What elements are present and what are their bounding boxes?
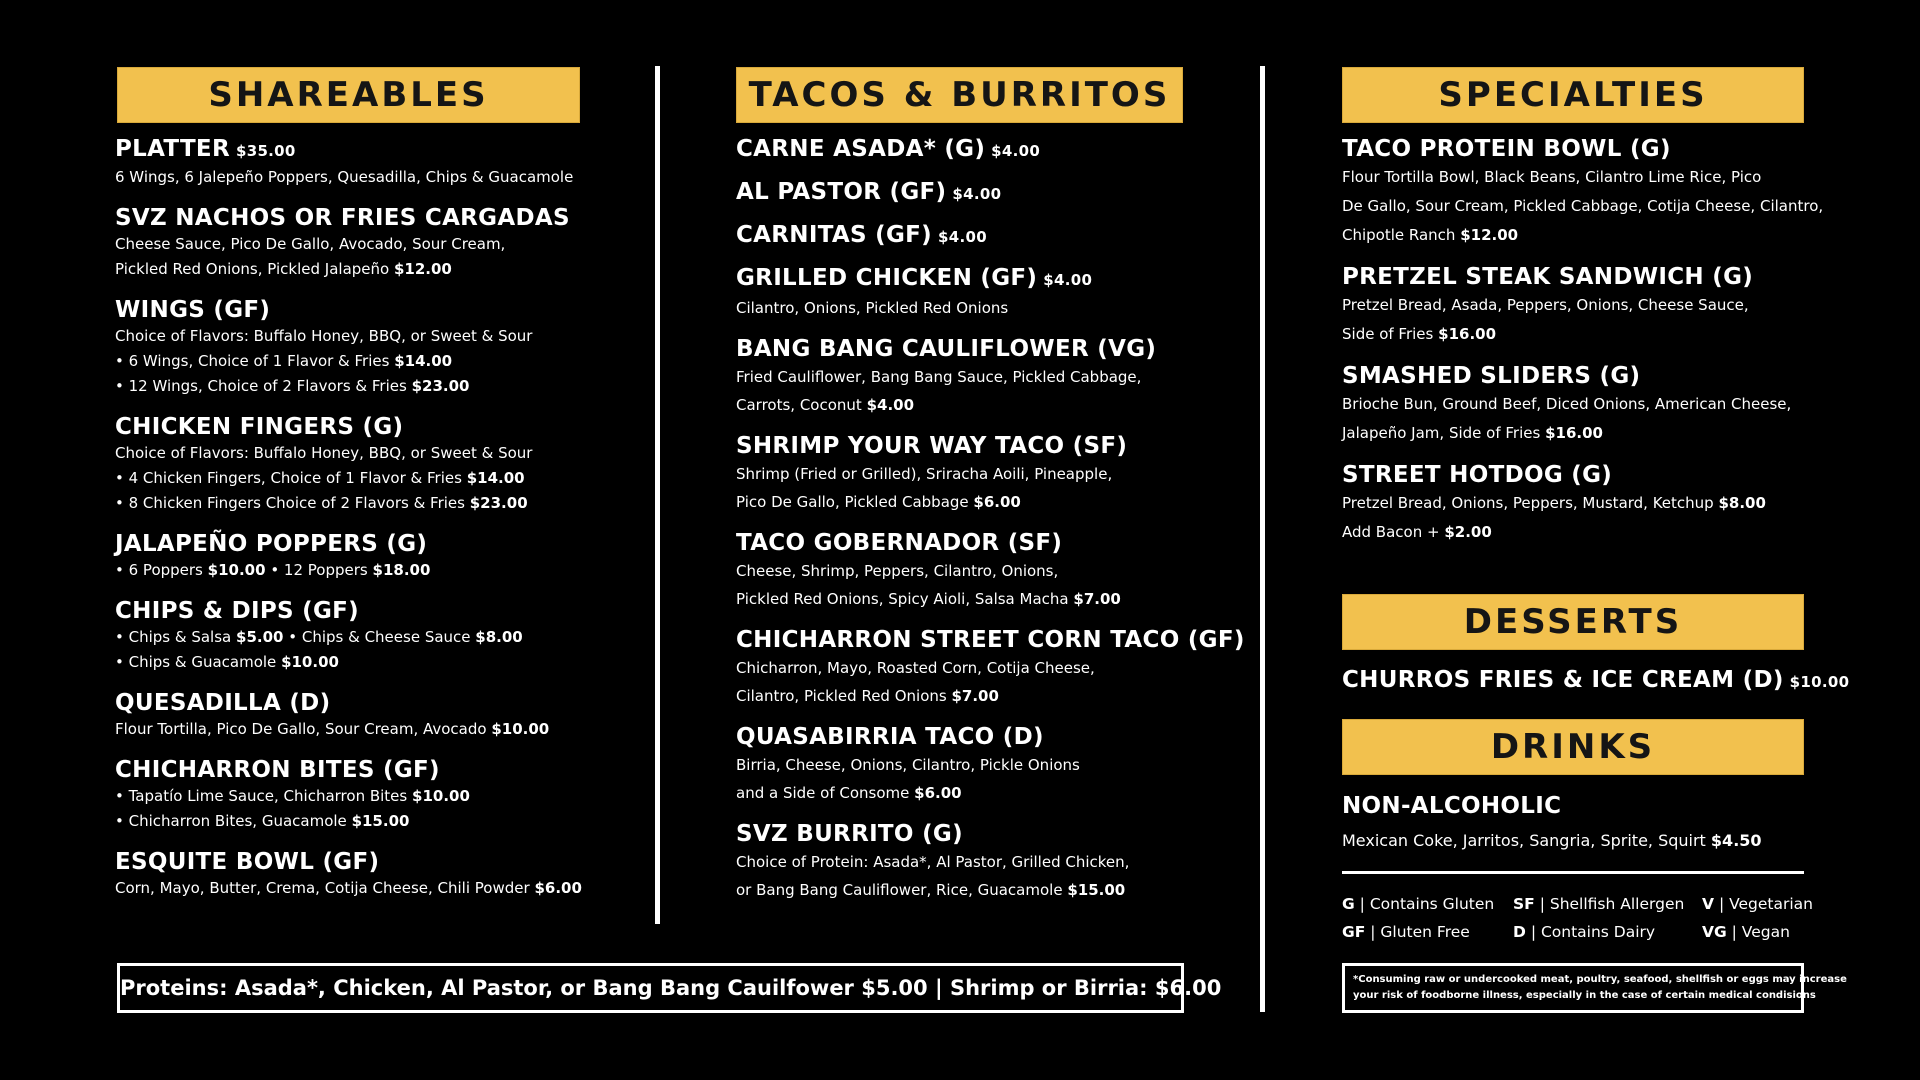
shareables-banner: SHAREABLES: [117, 67, 580, 123]
menu-item-title: GRILLED CHICKEN (GF): [736, 265, 1038, 291]
menu-item: [736, 135, 1196, 165]
description-price: $6.00: [914, 784, 962, 802]
description-text: Chipotle Ranch: [1342, 226, 1456, 244]
menu-item-description: [1342, 221, 1827, 250]
menu-item: [736, 626, 1245, 710]
menu-item-description: [115, 625, 595, 650]
description-price: $4.00: [866, 396, 915, 414]
description-text: Flour Tortilla Bowl, Black Beans, Cilantro Lime Rice, Pico: [1342, 168, 1762, 186]
legend-d-text: | Contains Dairy: [1530, 923, 1656, 941]
description-price: $5.00: [236, 628, 284, 646]
description-text: Choice of Protein: Asada*, Al Pastor, Grilled Chicken,: [736, 853, 1130, 871]
menu-item-description: [736, 848, 1196, 876]
menu-item-description: [736, 751, 1196, 779]
description-price: $8.00: [1718, 494, 1766, 512]
menu-item-description: [736, 779, 1196, 807]
menu-item: [736, 723, 1196, 807]
menu-item: [736, 820, 1196, 904]
menu-item-title: ESQUITE BOWL (GF): [115, 849, 380, 875]
drinks-line-text: Mexican Coke, Jarritos, Sangria, Sprite, Squirt: [1342, 831, 1706, 850]
desserts-banner: DESSERTS: [1342, 594, 1804, 650]
menu-item-name: [1342, 135, 1827, 163]
description-text: Choice of Flavors: Buffalo Honey, BBQ, or Sweet & Sour: [115, 327, 533, 345]
menu-item-description: [1342, 390, 1827, 419]
menu-item: [115, 530, 595, 583]
menu-item-title: SVZ BURRITO (G): [736, 821, 963, 847]
menu-item: [115, 296, 595, 399]
description-text: • 6 Poppers: [115, 561, 203, 579]
description-text: Add Bacon +: [1342, 523, 1440, 541]
menu-item-name: [1342, 263, 1827, 291]
description-price: $23.00: [469, 494, 528, 512]
description-text: Brioche Bun, Ground Beef, Diced Onions, American Cheese,: [1342, 395, 1792, 413]
disclaimer-box: [1342, 963, 1847, 1013]
description-price-2: $8.00: [475, 628, 523, 646]
description-text: Pretzel Bread, Asada, Peppers, Onions, Cheese Sauce,: [1342, 296, 1749, 314]
menu-item: [736, 264, 1196, 322]
disclaimer-line-2: your risk of foodborne illness, especially in the case of certain medical condisions: [1353, 990, 1816, 1001]
menu-item-name: [1342, 461, 1827, 489]
menu-item-name: [115, 530, 595, 558]
menu-item-name: [115, 848, 595, 876]
menu-item: [115, 597, 595, 675]
description-price: $15.00: [351, 812, 410, 830]
description-text: Choice of Flavors: Buffalo Honey, BBQ, or Sweet & Sour: [115, 444, 533, 462]
dessert-item-name: CHURROS FRIES & ICE CREAM (D): [1342, 667, 1784, 693]
drinks-line-price: $4.50: [1710, 831, 1762, 850]
description-text: • 8 Chicken Fingers Choice of 2 Flavors & Fries: [115, 494, 465, 512]
menu-item-name: [115, 689, 595, 717]
description-text: Cheese, Shrimp, Peppers, Cilantro, Onions,: [736, 562, 1059, 580]
specialties-banner: SPECIALTIES: [1342, 67, 1804, 123]
description-text: and a Side of Consome: [736, 784, 910, 802]
legend-shellfish: [1513, 890, 1684, 918]
description-price: $6.00: [534, 879, 582, 897]
menu-item: [736, 432, 1196, 516]
legend-vg-code: VG: [1702, 923, 1727, 941]
description-text: or Bang Bang Cauliflower, Rice, Guacamole: [736, 881, 1063, 899]
description-text: Pretzel Bread, Onions, Peppers, Mustard, Ketchup: [1342, 494, 1714, 512]
legend-sf-text: | Shellfish Allergen: [1539, 895, 1685, 913]
drinks-line: [1342, 828, 1762, 853]
description-price: $2.00: [1444, 523, 1492, 541]
description-text: Pickled Red Onions, Pickled Jalapeño: [115, 260, 390, 278]
menu-item-name: [736, 626, 1245, 654]
description-price: $6.00: [973, 493, 1021, 511]
description-price: $14.00: [394, 352, 453, 370]
legend-vegetarian: [1702, 890, 1813, 918]
menu-item-title: CARNITAS (GF): [736, 222, 932, 248]
column-divider-left: [655, 66, 660, 924]
description-text: Fried Cauliflower, Bang Bang Sauce, Pickled Cabbage,: [736, 368, 1142, 386]
menu-item-description: [736, 294, 1196, 322]
menu-item-description: [1342, 291, 1827, 320]
menu-item-description: [736, 391, 1196, 419]
legend-dairy: [1513, 918, 1655, 946]
menu-item-description: [115, 717, 595, 742]
menu-item-description: [115, 324, 595, 349]
menu-item: [115, 204, 595, 282]
menu-item-title: AL PASTOR (GF): [736, 179, 947, 205]
drinks-banner: DRINKS: [1342, 719, 1804, 775]
description-text: Shrimp (Fried or Grilled), Sriracha Aoili, Pineapple,: [736, 465, 1113, 483]
description-price: $7.00: [951, 687, 999, 705]
drinks-subtitle: NON-ALCOHOLIC: [1342, 793, 1562, 819]
tacos-column: [736, 0, 1245, 904]
menu-item-description: [1342, 419, 1827, 448]
menu-item-description: [736, 488, 1196, 516]
menu-item-price: $4.00: [952, 185, 1002, 203]
menu-item-description: [115, 257, 595, 282]
menu-item-title: TACO PROTEIN BOWL (G): [1342, 136, 1671, 162]
menu-item-name: [736, 820, 1196, 848]
menu-item-description: [115, 165, 595, 190]
menu-item-description: [1342, 192, 1827, 221]
description-price-2: $18.00: [372, 561, 431, 579]
menu-item: [115, 413, 595, 516]
legend-divider: [1342, 871, 1804, 874]
menu-item-title: JALAPEÑO POPPERS (G): [115, 531, 428, 557]
description-price: $10.00: [281, 653, 339, 671]
shareables-list: [115, 135, 595, 901]
menu-item-title: CHIPS & DIPS (GF): [115, 598, 359, 624]
menu-item-name: [736, 723, 1196, 751]
legend-vegan: [1702, 918, 1790, 946]
menu-item-price: $4.00: [1043, 271, 1093, 289]
menu-item-name: [736, 335, 1196, 363]
legend-g-code: G: [1342, 895, 1355, 913]
description-price: $10.00: [491, 720, 550, 738]
menu-item-name: [115, 296, 595, 324]
menu-item-description: [736, 460, 1196, 488]
menu-item: [115, 848, 595, 901]
description-price: $14.00: [466, 469, 525, 487]
legend-g-text: | Contains Gluten: [1359, 895, 1495, 913]
description-text: Jalapeño Jam, Side of Fries: [1342, 424, 1541, 442]
menu-item-description: [115, 809, 595, 834]
description-text: Cilantro, Pickled Red Onions: [736, 687, 947, 705]
menu-item-name: [115, 135, 595, 165]
description-text-2: • Chips & Cheese Sauce: [283, 628, 471, 646]
menu-item-title: SVZ NACHOS OR FRIES CARGADAS: [115, 205, 570, 231]
dessert-item-price: $10.00: [1789, 673, 1850, 691]
menu-item-description: [115, 374, 595, 399]
description-text: Flour Tortilla, Pico De Gallo, Sour Cream, Avocado: [115, 720, 487, 738]
proteins-note-box: [117, 963, 1222, 1013]
description-text: • 12 Wings, Choice of 2 Flavors & Fries: [115, 377, 407, 395]
menu-item-title: CARNE ASADA* (G): [736, 136, 986, 162]
description-text: Corn, Mayo, Butter, Crema, Cotija Cheese, Chili Powder: [115, 879, 530, 897]
legend-sf-code: SF: [1513, 895, 1535, 913]
menu-item-description: [1342, 163, 1827, 192]
menu-item: [1342, 263, 1827, 349]
menu-item-title: TACO GOBERNADOR (SF): [736, 530, 1063, 556]
menu-item-description: [115, 232, 595, 257]
legend-gluten-free: [1342, 918, 1470, 946]
description-text: • 4 Chicken Fingers, Choice of 1 Flavor & Fries: [115, 469, 462, 487]
description-text: Birria, Cheese, Onions, Cilantro, Pickle Onions: [736, 756, 1080, 774]
description-price: $15.00: [1067, 881, 1126, 899]
menu-item-name: [115, 204, 595, 232]
legend-d-code: D: [1513, 923, 1526, 941]
legend-gluten: [1342, 890, 1494, 918]
menu-item-description: [1342, 320, 1827, 349]
description-price: $7.00: [1073, 590, 1121, 608]
description-text: 6 Wings, 6 Jalepeño Poppers, Quesadilla, Chips & Guacamole: [115, 168, 574, 186]
menu-item-title: WINGS (GF): [115, 297, 271, 323]
description-price: $16.00: [1545, 424, 1603, 442]
menu-item-description: [115, 876, 595, 901]
menu-item-name: [736, 221, 1196, 251]
menu-item-name: [736, 264, 1196, 294]
specialties-column: [1342, 0, 1850, 1001]
description-text: • Tapatío Lime Sauce, Chicharron Bites: [115, 787, 408, 805]
proteins-note: Proteins: Asada*, Chicken, Al Pastor, or Bang Bang Cauilfower $5.00 | Shrimp or Birria: $6.00: [120, 976, 1222, 1000]
specialties-list: [1342, 135, 1827, 547]
legend-gf-code: GF: [1342, 923, 1366, 941]
description-text: Cilantro, Onions, Pickled Red Onions: [736, 299, 1009, 317]
description-text: Pico De Gallo, Pickled Cabbage: [736, 493, 969, 511]
description-text: Chicharron, Mayo, Roasted Corn, Cotija Cheese,: [736, 659, 1095, 677]
menu-item-name: [736, 178, 1196, 208]
column-divider-right: [1260, 66, 1265, 1012]
menu-item-title: SMASHED SLIDERS (G): [1342, 363, 1641, 389]
menu-item-name: [115, 756, 595, 784]
menu-item-description: [115, 558, 595, 583]
menu-item-price: $35.00: [235, 142, 296, 160]
menu-item: [736, 178, 1196, 208]
menu-item: [115, 135, 595, 190]
menu-item-title: CHICHARRON BITES (GF): [115, 757, 440, 783]
legend-vg-text: | Vegan: [1731, 923, 1790, 941]
description-price: $23.00: [411, 377, 470, 395]
menu-item-description: [736, 585, 1196, 613]
menu-item: [1342, 461, 1827, 547]
menu-item: [115, 756, 595, 834]
menu-item-price: $4.00: [991, 142, 1041, 160]
menu-item-name: [736, 529, 1196, 557]
menu-item-name: [115, 413, 595, 441]
menu-item-title: SHRIMP YOUR WAY TACO (SF): [736, 433, 1128, 459]
menu-item-description: [1342, 518, 1827, 547]
menu-item-title: STREET HOTDOG (G): [1342, 462, 1613, 488]
description-price: $12.00: [1460, 226, 1519, 244]
description-text: Side of Fries: [1342, 325, 1434, 343]
menu-item-description: [115, 650, 595, 675]
menu-item: [736, 221, 1196, 251]
description-text: Cheese Sauce, Pico De Gallo, Avocado, Sour Cream,: [115, 235, 506, 253]
description-text: Pickled Red Onions, Spicy Aioli, Salsa Macha: [736, 590, 1069, 608]
description-price: $12.00: [393, 260, 452, 278]
menu-item-title: BANG BANG CAULIFLOWER (VG): [736, 336, 1157, 362]
description-text: • Chicharron Bites, Guacamole: [115, 812, 347, 830]
description-text: • Chips & Guacamole: [115, 653, 277, 671]
menu-item-name: [736, 135, 1196, 165]
menu-item: [736, 529, 1196, 613]
menu-item-title: CHICHARRON STREET CORN TACO (GF): [736, 627, 1245, 653]
dessert-item: [1342, 666, 1849, 696]
menu-item-description: [115, 349, 595, 374]
menu-item-description: [1342, 489, 1827, 518]
menu-item-description: [736, 363, 1196, 391]
description-text: • 6 Wings, Choice of 1 Flavor & Fries: [115, 352, 390, 370]
menu-item-name: [1342, 362, 1827, 390]
description-price: $10.00: [412, 787, 470, 805]
menu-item-title: PLATTER: [115, 136, 230, 162]
shareables-column: [115, 0, 595, 901]
menu-item-name: [736, 432, 1196, 460]
description-price: $16.00: [1438, 325, 1497, 343]
menu-item-description: [736, 876, 1196, 904]
legend-v-code: V: [1702, 895, 1714, 913]
menu-item-description: [736, 654, 1196, 682]
menu-item-price: $4.00: [938, 228, 987, 246]
menu-item-description: [115, 466, 595, 491]
description-price: $10.00: [207, 561, 266, 579]
menu-item-name: [115, 597, 595, 625]
legend-gf-text: | Gluten Free: [1370, 923, 1470, 941]
menu-item-description: [115, 784, 595, 809]
menu-item-title: QUASABIRRIA TACO (D): [736, 724, 1044, 750]
menu-item-description: [736, 682, 1196, 710]
menu-item-description: [115, 441, 595, 466]
menu-item-description: [115, 491, 595, 516]
menu-item: [115, 689, 595, 742]
description-text-2: • 12 Poppers: [265, 561, 368, 579]
menu-item-title: PRETZEL STEAK SANDWICH (G): [1342, 264, 1754, 290]
description-text: Carrots, Coconut: [736, 396, 862, 414]
menu-item: [736, 335, 1196, 419]
description-text: • Chips & Salsa: [115, 628, 232, 646]
legend-v-text: | Vegetarian: [1718, 895, 1813, 913]
disclaimer-line-1: *Consuming raw or undercooked meat, poultry, seafood, shellfish or eggs may increase: [1353, 974, 1847, 985]
description-text: De Gallo, Sour Cream, Pickled Cabbage, Cotija Cheese, Cilantro,: [1342, 197, 1824, 215]
menu-item: [1342, 362, 1827, 448]
tacos-banner: TACOS & BURRITOS: [736, 67, 1183, 123]
menu-item-title: CHICKEN FINGERS (G): [115, 414, 404, 440]
menu-item: [1342, 135, 1827, 250]
menu-item-description: [736, 557, 1196, 585]
menu-item-title: QUESADILLA (D): [115, 690, 331, 716]
tacos-list: [736, 135, 1245, 904]
